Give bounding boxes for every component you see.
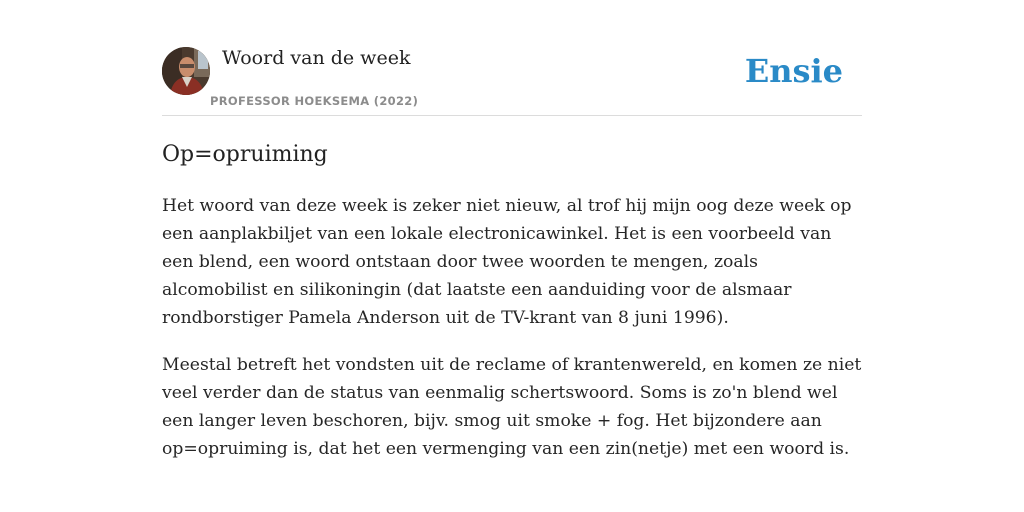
header-title[interactable]: Woord van de week (222, 47, 411, 69)
entry-card (162, 44, 862, 482)
brand-logo[interactable]: Ensie (744, 52, 843, 90)
author-avatar[interactable] (162, 47, 210, 95)
entry-title: Op=opruiming (162, 142, 328, 167)
avatar-photo (162, 47, 210, 95)
author-name[interactable]: PROFESSOR HOEKSEMA (2022) (210, 94, 419, 108)
entry-paragraph: Het woord van deze week is zeker niet nieuw, al trof hij mijn oog deze week op een aanplakbiljet van een lokale electronicawinkel. Het is een voorbeeld van een blend, een woord ontstaan door twee woorden te mengen, zoals alcomobilist en silikoningin (dat laatste een aanduiding voor de alsmaar rondborstiger Pamela Anderson uit de TV-krant van 8 juni 1996). (162, 196, 852, 328)
entry-paragraph: Meestal betreft het vondsten uit de reclame of krantenwereld, en komen ze niet veel verder dan de status van eenmalig schertswoord. Soms is zo'n blend wel een langer leven beschoren, bijv. smog uit smoke + fog. Het bijzondere aan op=opruiming is, dat het een vermenging van een zin(netje) met een woord is. (162, 355, 862, 459)
entry-body (162, 192, 862, 463)
entry-header (162, 44, 862, 116)
